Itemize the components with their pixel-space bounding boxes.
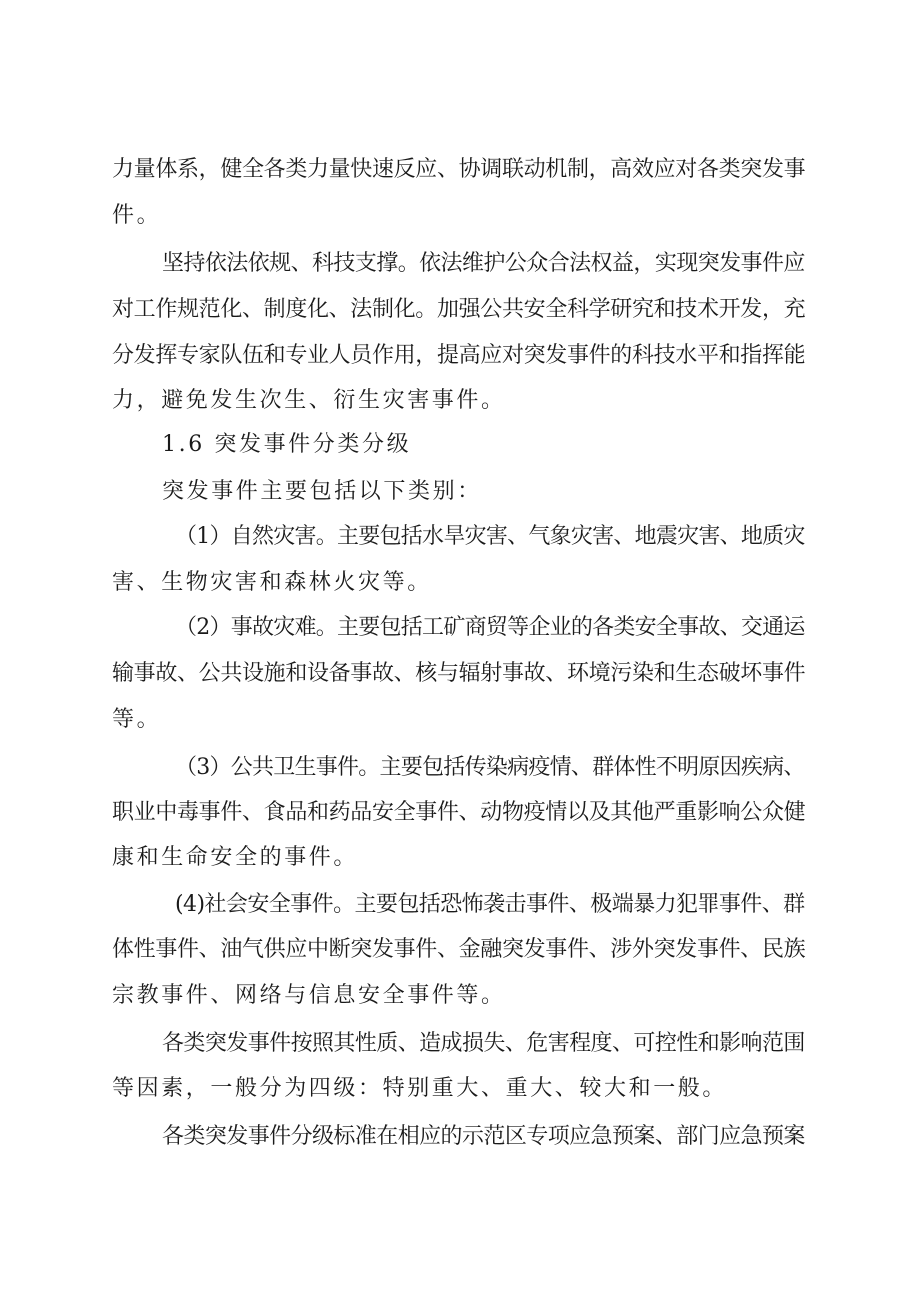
text-line: 输事故、公共设施和设备事故、核与辐射事故、环境污染和生态破坏事件 xyxy=(112,661,806,686)
text-line: 害、生物灾害和森林火灾等。 xyxy=(112,570,432,595)
text-line: 体性事件、油气供应中断突发事件、金融突发事件、涉外突发事件、民族 xyxy=(112,937,806,962)
text-line: 突发事件主要包括以下类别： xyxy=(162,479,482,504)
text-line: 等因素，一般分为四级：特别重大、重大、较大和一般。 xyxy=(112,1076,728,1101)
text-line: 职业中毒事件、食品和药品安全事件、动物疫情以及其他严重影响公众健 xyxy=(112,800,806,825)
text-line: 分发挥专家队伍和专业人员作用，提高应对突发事件的科技水平和指挥能 xyxy=(112,343,806,368)
text-line: 各类突发事件按照其性质、造成损失、危害程度、可控性和影响范围 xyxy=(162,1031,805,1056)
text-line: 坚持依法依规、科技支撑。依法维护公众合法权益，实现突发事件应 xyxy=(162,251,805,276)
list-item: （2）事故灾难。主要包括工矿商贸等企业的各类安全事故、交通运 xyxy=(175,615,805,640)
text-line: 康和生命安全的事件。 xyxy=(112,845,359,870)
text-line: 力，避免发生次生、衍生灾害事件。 xyxy=(112,388,506,413)
text-line: 各类突发事件分级标准在相应的示范区专项应急预案、部门应急预案 xyxy=(162,1124,805,1149)
list-item: （1）自然灾害。主要包括水旱灾害、气象灾害、地震灾害、地质灾 xyxy=(175,524,805,549)
section-heading: 1.6 突发事件分类分级 xyxy=(162,432,412,457)
text-line: 宗教事件、网络与信息安全事件等。 xyxy=(112,983,506,1008)
list-item: （3）公共卫生事件。主要包括传染病疫情、群体性不明原因疾病、 xyxy=(175,755,805,780)
text-line: 力量体系，健全各类力量快速反应、协调联动机制，高效应对各类突发事 xyxy=(112,157,806,182)
text-line: 件。 xyxy=(112,203,162,228)
text-line: 对工作规范化、制度化、法制化。加强公共安全科学研究和技术开发，充 xyxy=(112,297,806,322)
list-item: (4)社会安全事件。主要包括恐怖袭击事件、极端暴力犯罪事件、群 xyxy=(175,892,805,917)
text-line: 等。 xyxy=(112,707,162,732)
